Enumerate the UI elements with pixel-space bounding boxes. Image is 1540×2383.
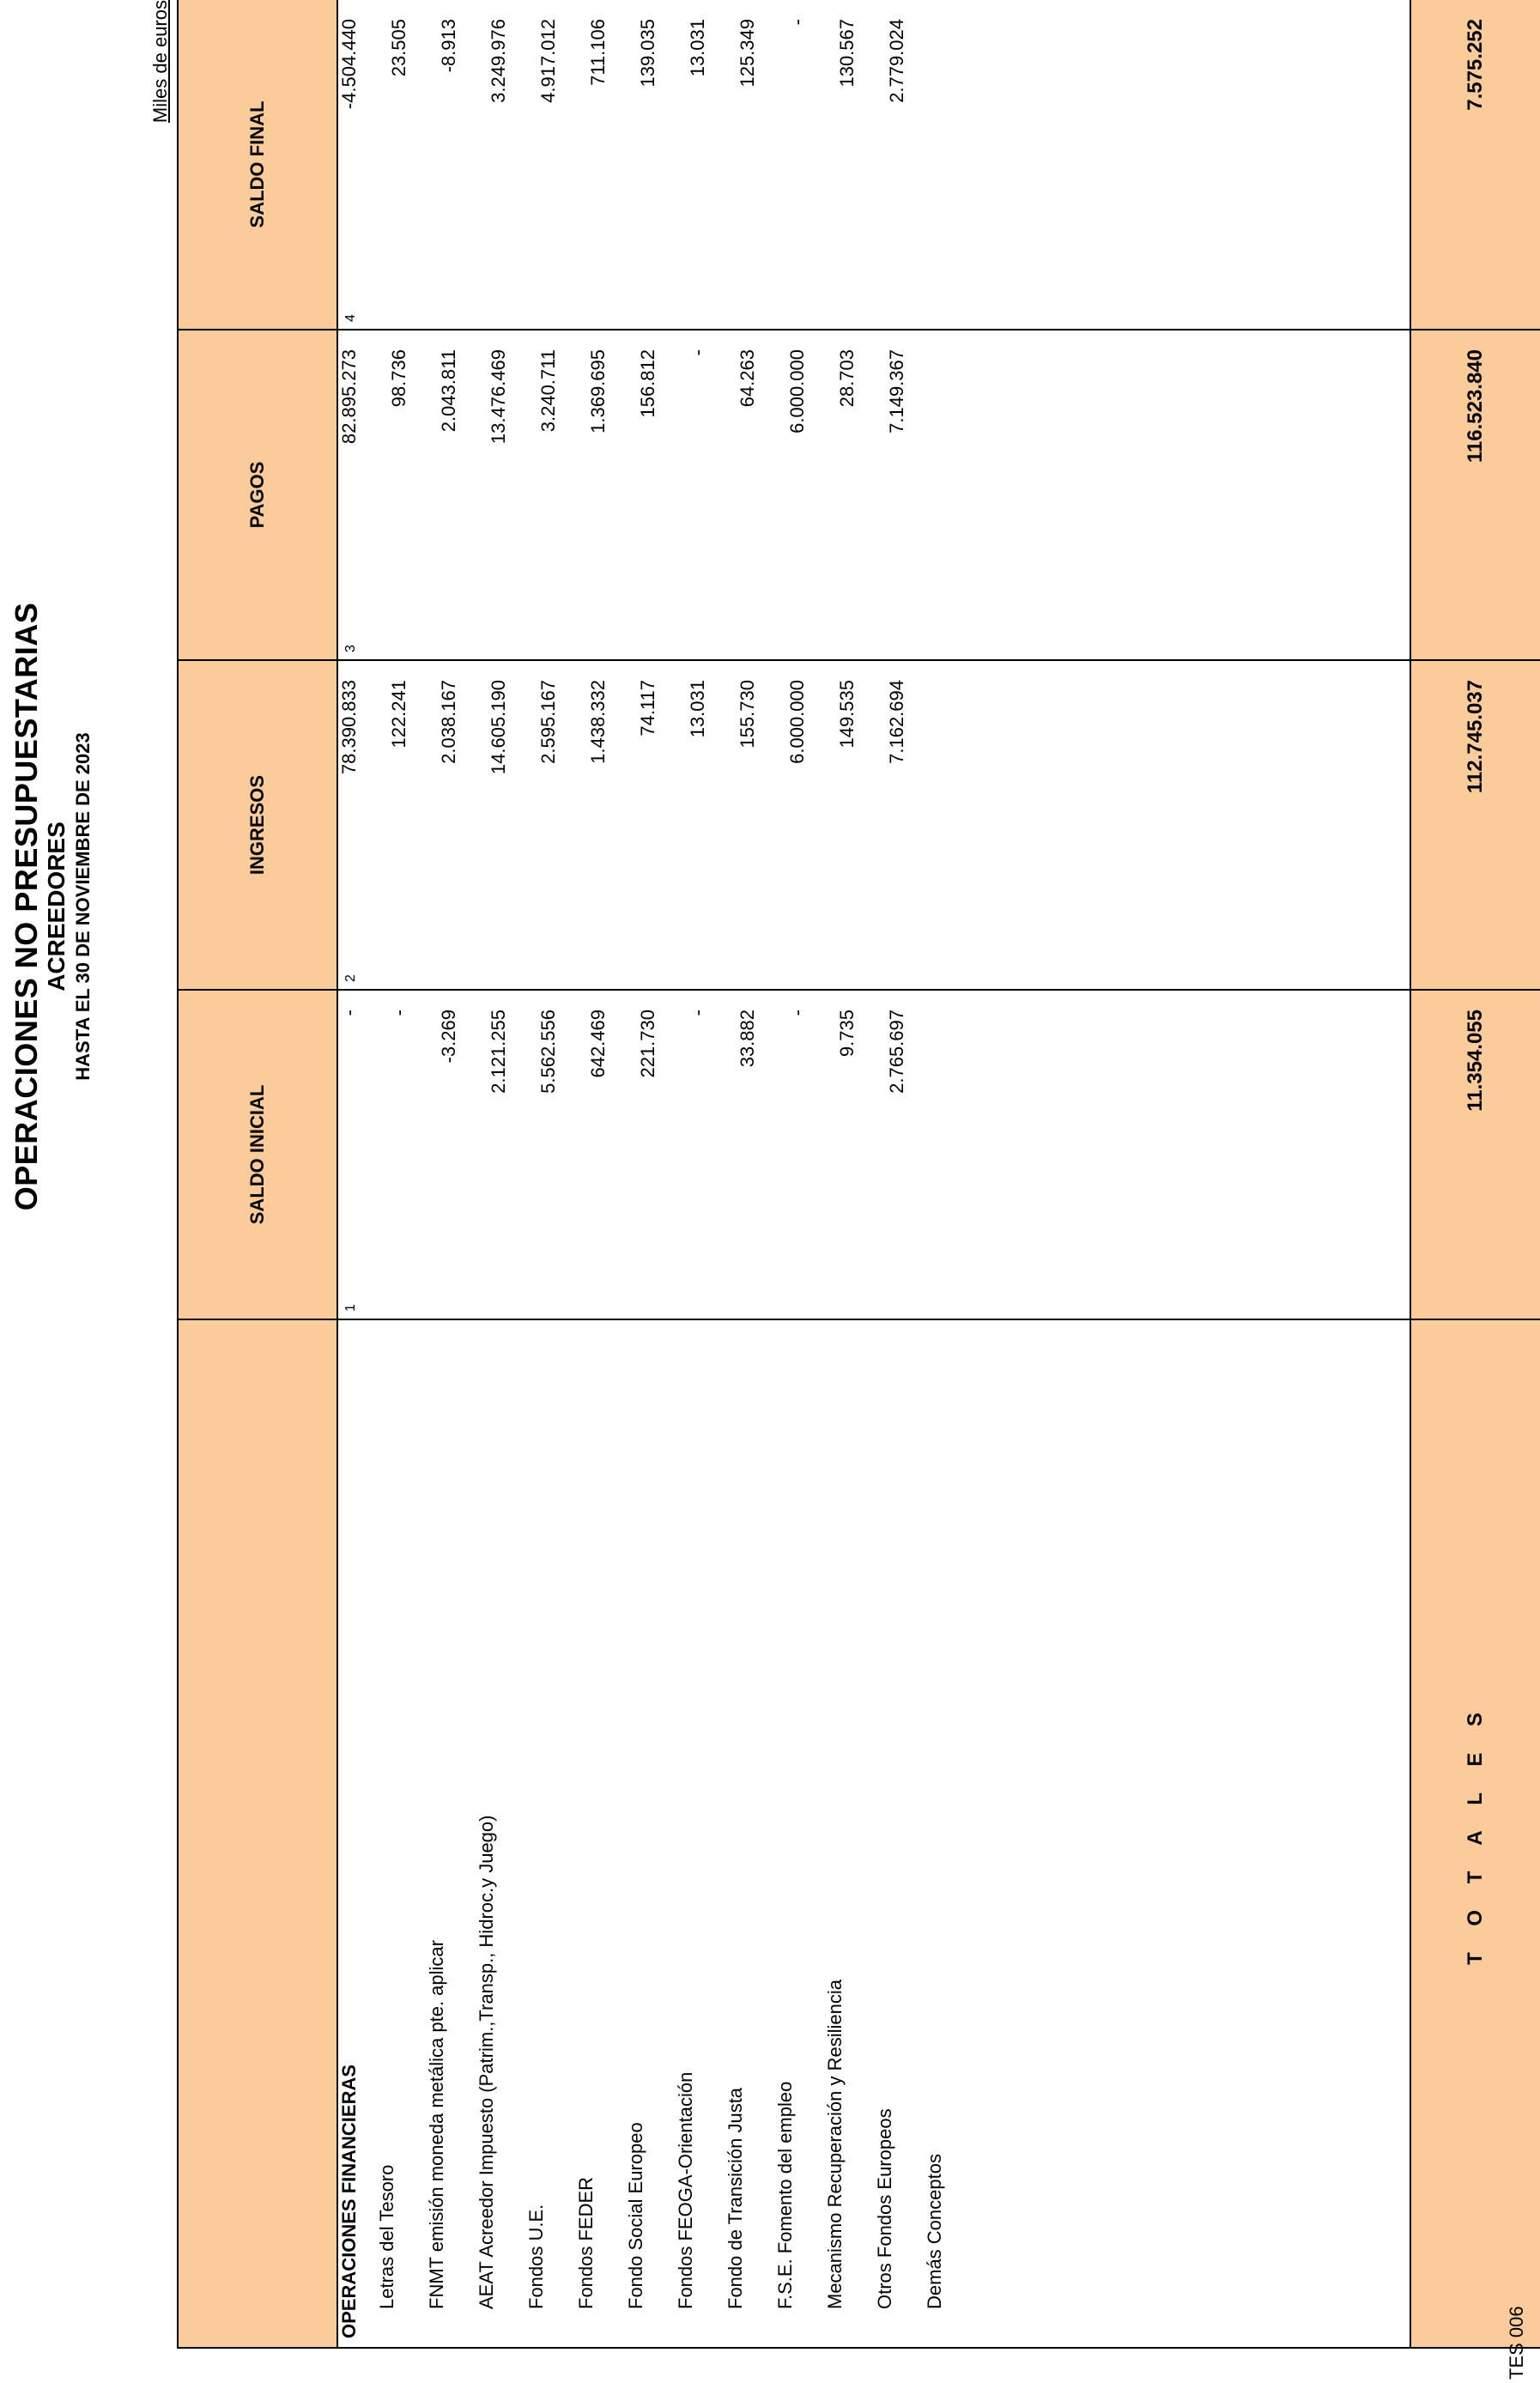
totals-row [1410,0,1540,2348]
table-cell-value: 156.812 [637,349,658,418]
table-cell-value: 82.895.273 [338,349,360,445]
concept-label: Mecanismo Recuperación y Resiliencia [824,1980,846,2309]
table-cell-value: 13.031 [687,680,708,738]
concept-label: Fondo de Transición Justa [725,2087,746,2309]
table-cell-value: 149.535 [836,680,858,749]
report-period: HASTA EL 30 DE NOVIEMBRE DE 2023 [72,732,94,1081]
table-cell-value: - [786,19,808,26]
ingresos-values [338,661,936,989]
table-cell-value: 2.595.167 [537,680,559,764]
table-cell-value: 3.249.976 [488,19,509,103]
table-cell-value: -8.913 [438,19,459,73]
ingresos-cell [337,660,1410,990]
table-cell-value: 98.736 [388,349,409,408]
table-cell-value: 125.349 [737,19,758,88]
table-cell-value: 642.469 [587,1010,609,1078]
concept-label: Demás Conceptos [924,2154,945,2309]
col-header-ingresos: INGRESOS [178,660,337,990]
col-header-pagos: PAGOS [178,330,337,660]
report-code: TES 006 [1506,2306,1527,2380]
table-cell-value: 14.605.190 [488,680,509,775]
table-cell-value: 3.240.711 [537,349,559,433]
table-cell-value: -4.504.440 [338,19,360,110]
total-saldo-inicial: 11.354.055 [1410,990,1540,1319]
table-cell-value: 5.562.556 [537,1010,559,1094]
column-number: 2 [343,974,358,982]
concept-label: Letras del Tesoro [376,2164,397,2309]
saldo-inicial-values [338,991,936,1319]
table-cell-value: 6.000.000 [786,680,808,764]
concept-label: Fondos FEOGA-Orientación [675,2071,696,2309]
table-cell-value: 2.765.697 [886,1010,907,1094]
concepts-cell [337,1319,1410,2348]
table-cell-value: - [687,349,708,356]
concept-label: FNMT emisión moneda metálica pte. aplicar [426,1940,447,2309]
units-label: Miles de euros [149,0,171,124]
table-cell-value: - [388,1010,409,1016]
concept-label: Otros Fondos Europeos [874,2108,895,2309]
saldo-final-cell [337,0,1410,330]
concept-label: Fondos FEDER [575,2176,597,2309]
table-cell-value: 139.035 [637,19,658,88]
concept-label: F.S.E. Fomento del empleo [774,2081,796,2309]
table-cell-value: 4.917.012 [537,19,559,103]
col-header-saldo-inicial: SALDO INICIAL [178,990,337,1319]
col-header-saldo-final: SALDO FINAL [178,0,337,330]
table-cell-value: 221.730 [637,1010,658,1078]
column-number: 1 [343,1304,358,1312]
table-cell-value: 2.043.811 [438,349,459,433]
table-cell-value: 2.038.167 [438,680,459,764]
concept-label: AEAT Acreedor Impuesto (Patrim.,Transp., Hidroc.y Juego) [476,1815,497,2309]
table-cell-value: 130.567 [836,19,858,88]
table-cell-value: 74.117 [637,680,658,737]
table-cell-value: 711.106 [587,19,609,86]
table-cell-value: 33.882 [737,1010,758,1068]
table-cell-value: 155.730 [737,680,758,749]
total-saldo-final: 7.575.252 [1410,0,1540,330]
pagos-cell [337,330,1410,660]
table-cell-value: 6.000.000 [786,349,808,434]
header-row [178,0,337,2348]
saldo-inicial-cell [337,990,1410,1319]
totals-label: T O T A L E S [1410,1319,1540,2348]
concept-header [178,1319,337,2348]
table-cell-value: 2.121.255 [488,1010,509,1094]
saldo-final-values [338,0,936,329]
concept-label: Fondo Social Europeo [625,2122,646,2309]
table-cell-value: 2.779.024 [886,19,907,103]
table-cell-value: 122.241 [388,680,409,749]
table-cell-value: - [687,1010,708,1016]
table-cell-value: 13.476.469 [488,349,509,445]
table-cell-value: 1.369.695 [587,349,609,434]
table-cell-value: 28.703 [836,349,858,408]
table-cell-value: 1.438.332 [587,680,609,764]
concept-label: Fondos U.E. [525,2204,547,2309]
concept-list [376,1320,973,2347]
table-cell-value: - [338,1010,360,1016]
body-row [337,0,1410,2348]
table-cell-value: 7.162.694 [886,680,907,764]
table-cell-value: 7.149.367 [886,349,907,434]
report-subtitle: ACREEDORES [43,822,70,991]
table-cell-value: 78.390.833 [338,680,360,775]
pagos-values [338,330,936,659]
table-cell-value: 9.735 [836,1010,858,1058]
total-ingresos: 112.745.037 [1410,660,1540,990]
table-cell-value: 23.505 [388,19,409,77]
table-cell-value: - [786,1010,808,1016]
table-cell-value: -3.269 [438,1010,459,1064]
column-number: 3 [343,645,358,652]
table-cell-value: 13.031 [687,19,708,77]
column-number: 4 [343,314,358,322]
table-cell-value: 64.263 [737,349,758,408]
report-title: OPERACIONES NO PRESUPUESTARIAS [9,602,44,1211]
total-pagos: 116.523.840 [1410,330,1540,660]
section-heading: OPERACIONES FINANCIERAS [338,2064,360,2338]
operations-table [177,0,1540,2349]
